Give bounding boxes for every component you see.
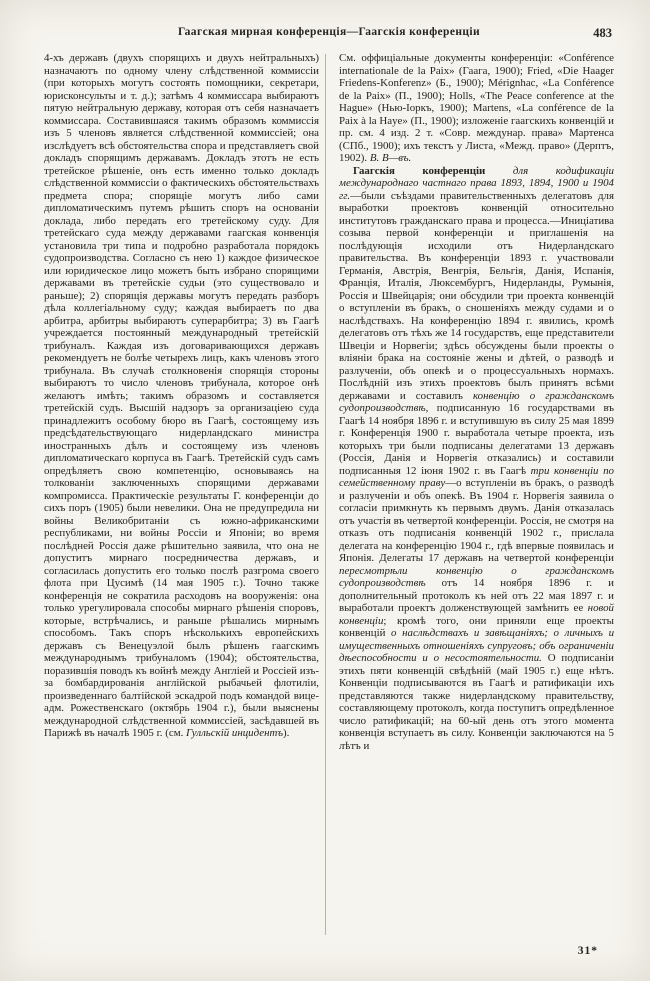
text-segment: пересмотрѣли конвенцію о гражданскомъ судопроизводствѣ <box>339 564 614 589</box>
text-segment: три конвенціи по семейственному праву <box>339 464 614 489</box>
text-segment: ; кромѣ того, они приняли еще проекты конвенцій <box>339 614 614 639</box>
text-segment: О подписаніи этихъ пяти конвенцій свѣдѣній (май 1905 г.) еще нѣтъ. Конвенціи подписываются въ Гаагѣ и ратификаціи ихъ представляются также нидерландскому правительству, составляющему протоколъ, когда поступитъ опредѣленное число ратификацій; на 60-ый день отъ этого момента конвенція вступаетъ въ силу. Конвенціи заключаются на 5 лѣтъ и <box>339 652 614 752</box>
column-right <box>339 52 614 937</box>
text-segment: для кодификаціи международнаго частнаго права 1893, 1894, 1900 и 1904 гг. <box>339 164 614 202</box>
column-left <box>44 52 319 937</box>
text-segment: Гаагскія конференціи <box>353 164 513 177</box>
page-header <box>44 26 614 42</box>
text-segment: конвенцію о гражданскомъ судопроизводствѣ <box>339 389 614 414</box>
text-segment: , подписанную 16 государствами въ Гаагѣ 14 ноября 1896 г. и вступившую въ силу 25 мая 1899 г. Конференція 1900 г. выработала четыре проекта, изъ которыхъ три были подписаны делегатами 13 державъ (Россія, Данія и Норвегія отказались) и составили подписанныя 12 іюня 1902 г. въ Гаагѣ <box>339 402 614 477</box>
text-segment: новой конвенціи <box>339 602 614 627</box>
text-segment: 4-хъ державъ (двухъ спорящихъ и двухъ нейтральныхъ) назначаютъ по одному члену слѣдственной коммиссіи (при которыхъ могутъ состоять помощники, секретари, юрисконсульты и т. д.); затѣмъ 4 коммиссара выбираютъ пятую нейтральную державу, которая отъ себя назначаетъ коммиссара. Составившаяся такимъ образомъ коммиссія изъ 5 членовъ является слѣдственной коммиссіей; она изслѣдуетъ всѣ обстоятельства спора и представляетъ свой докладъ спорящимъ державамъ. Докладъ этотъ не есть третейское рѣшеніе, онъ есть именно только докладъ слѣдственной коммиссіи о фактическихъ обстоятельствахъ предмета спора; спорящіе могутъ либо сами дипломатическимъ путемъ рѣшить споръ на основаніи доклада, либо передать его третейскому суду. Для третейскаго суда между державами гаагская конвенція установила три типа и подробно разработала порядокъ судопроизводства. Согласно съ нею 1) каждое физическое или юридическое лицо можетъ быть избрано спорящими державами въ третейскіе судьи (это существовало и раньше); 2) спорящія державы могутъ передать разборъ дѣла коллегіальному суду; каждая выбираетъ по два арбитра, арбитры выбираютъ суперарбитра; 3) въ Гаагѣ учреждается постоянный международный третейскій трибуналъ. Каждая изъ договаривающихся державъ рекомендуетъ не болѣе четырехъ лицъ, какъ членовъ этого трибунала. Въ случаѣ столкновенія спорящія стороны выбираютъ то число членовъ трибунала, которое онѣ желаютъ имѣть; такимъ образомъ и составляется третейскій судъ. Высшій надзоръ за организаціею суда принадлежитъ особому бюро въ Гаагѣ, состоящему изъ предсѣдательствующаго нидерландскаго министра иностранныхъ дѣлъ и состоящему изъ членовъ дипломатическаго корпуса въ Гаагѣ. Третейскій судъ самъ опредѣляетъ свою компетенцію, основываясь на толкованіи заключенныхъ спорящими державами компромисса. Практическіе результаты Г. конференціи до сихъ поръ (1905) были невелики. Она не предупредила ни войны Великобританіи съ южно-африканскими республиками, ни войны Россіи и Японіи; во время послѣдней Россія даже рѣшительно заявила, что она не допуститъ мирнаго посредничества державъ, и согласилась допустить его только послѣ разгрома своего флота при Цусимѣ (14 мая 1905 г.). Точно также конференція не сократила расходовъ на вооруженія: она только урегулировала способы мирнаго рѣшенія споровъ, которые, встрѣчались, и раньше рѣшались мирнымъ способомъ. Такъ споръ нѣсколькихъ европейскихъ державъ съ Венецуэлой былъ рѣшенъ гаагскимъ международнымъ трибуналомъ (1904); обстоятельства, поразившія поводъ къ войнѣ между Англіей и Россіей изъ-за бомбардированія англійской рыбачьей флотиліи, произведеннаго балтійской эскадрой подъ командой вице-адм. Рожественскаго (октябрь 1904 г.), были выяснены международной слѣдственной коммиссіей, засѣдавшей въ Парижѣ въ началѣ 1905 г. (см. <box>44 52 319 739</box>
paragraph <box>44 52 319 740</box>
text-columns <box>44 52 614 937</box>
page-number: 483 <box>593 26 612 40</box>
text-segment: ). <box>283 727 290 739</box>
text-segment: —были съѣздами правительственныхъ делегатовъ для выработки проектовъ конвенцій относительно институтовъ гражданскаго права и процесса.—Иниціатива созыва первой конференціи и приглашенія на послѣдующія исходили отъ Нидерландскаго правительства. Въ конференціи 1893 г. участвовали Германія, Австрія, Венгрія, Бельгія, Данія, Испанія, Франція, Италія, Люксембургъ, Нидерланды, Румынія, Россія и Швейцарія; они обсудили три проекта конвенцій о вступленіи въ бракъ, о сношеніяхъ между судами и о наслѣдствахъ. На конференцію 1894 г. явились, кромѣ делегатовъ отъ тѣхъ же 14 государствъ, еще представители Швеціи и Норвегіи; здѣсь обсуждены были проекты о вліяніи брака на состояніе жены и дѣтей, о разводѣ и разлученіи, объ опекѣ и о процессуальныхъ нормахъ. Послѣдній изъ этихъ проектовъ былъ принятъ всѣми державами и составилъ <box>339 189 614 402</box>
text-segment: Гулльскій инцидентъ <box>186 727 284 739</box>
text-segment: См. оффиціальные документы конференціи: «Conférence internationale de la Paix» (Гаага, 1900); Fried, «Die Haager Friedens-Konferenz» (Б., 1900); Mérignhac, «La Conférence de la Paix» (П., 1900); Holls, «The Peace conference at the Hague» (Нью-Іоркъ, 1900); Martens, «La conférence de la Paix à la Haye» (П., 1900); изложеніе гаагскихъ конвенцій и пр. см. 4 изд. 2 т. «Совр. междунар. права» Мартенса (СПб., 1900); ихъ текстъ у Листа, «Межд. право» (Дерптъ, 1902). <box>339 52 614 164</box>
text-segment: —о вступленіи въ бракъ, о разводѣ и разлученіи и объ опекѣ. Въ 1904 г. Норвегія заявила о согласіи примкнуть къ первымъ двумъ. Данія отказалась отъ участія въ четвертой конференціи. Россія, не смотря на отказъ отъ подписанія конвенцій 1902 г., прислала делегата на конференцію 1904 г., гдѣ впервые появилась и Японія. Делегаты 17 державъ на четвертой конференціи <box>339 477 614 564</box>
signature-mark: 31* <box>577 945 598 957</box>
running-head-title: Гаагская мирная конференція—Гаагскія конференціи <box>177 26 481 38</box>
paragraph <box>339 52 614 165</box>
text-segment: о наслѣдствахъ и завѣщаніяхъ; о личныхъ и имущественныхъ отношеніяхъ супруговъ; объ ограниченіи дѣеспособности и о несостоятельности. <box>339 627 614 664</box>
text-segment: отъ 14 ноября 1896 г. и дополнительный протоколъ къ ней отъ 22 мая 1897 г. и выработали проектъ долженствующей замѣнить ее <box>339 577 614 614</box>
paragraph <box>339 165 614 753</box>
text-segment: В. В—въ. <box>369 152 412 164</box>
